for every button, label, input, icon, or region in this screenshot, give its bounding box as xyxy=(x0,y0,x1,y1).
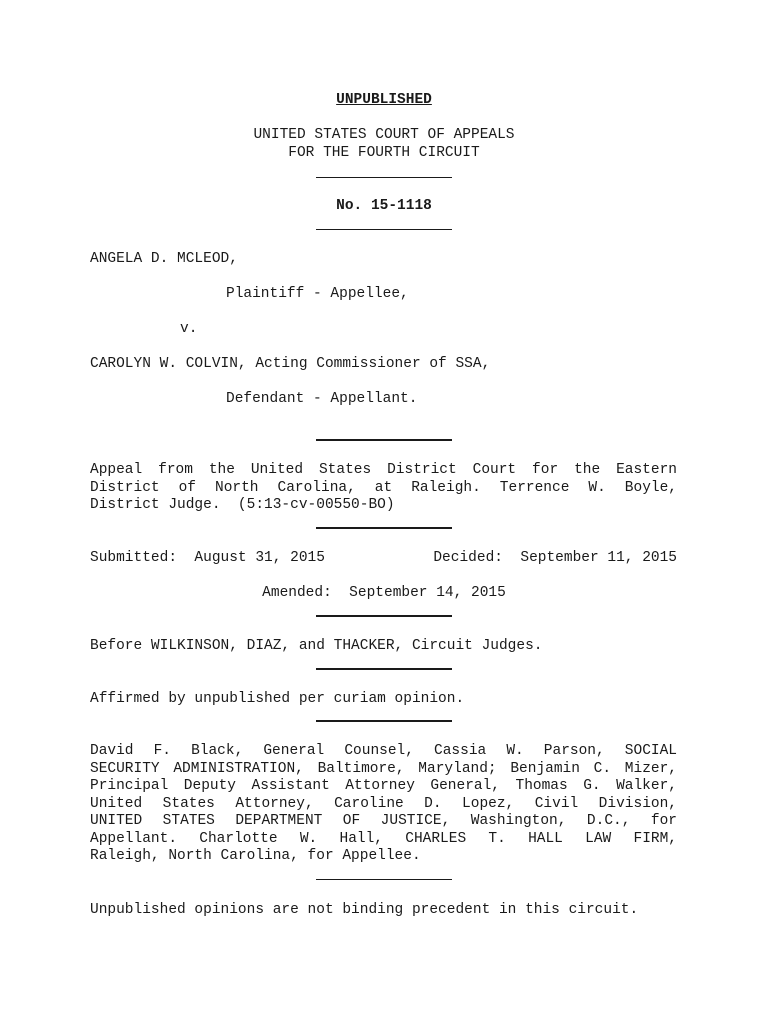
appeal-line: Appeal from the United States District Court for the Eastern xyxy=(90,462,677,478)
divider xyxy=(316,615,452,617)
divider xyxy=(316,879,452,880)
counsel-paragraph xyxy=(90,743,677,866)
appeal-line: District of North Carolina, at Raleigh. Terrence W. Boyle, xyxy=(90,479,677,496)
divider xyxy=(316,177,452,178)
divider xyxy=(316,668,452,670)
decided-date: Decided: September 11, 2015 xyxy=(433,550,677,566)
case-number: No. 15-1118 xyxy=(336,198,432,214)
counsel-line: Appellant. Charlotte W. Hall, CHARLES T. HALL LAW FIRM, xyxy=(90,830,677,847)
court-name-line1: UNITED STATES COURT OF APPEALS xyxy=(253,127,515,143)
counsel-line: SECURITY ADMINISTRATION, Baltimore, Maryland; Benjamin C. Mizer, xyxy=(90,760,677,777)
counsel-line: David F. Black, General Counsel, Cassia W. Parson, SOCIAL xyxy=(90,743,677,759)
divider xyxy=(316,720,452,722)
submitted-date: Submitted: August 31, 2015 xyxy=(90,550,325,566)
precedent-note: Unpublished opinions are not binding precedent in this circuit. xyxy=(90,902,639,918)
divider xyxy=(316,229,452,230)
versus: v. xyxy=(180,321,198,337)
panel-judges: Before WILKINSON, DIAZ, and THACKER, Circuit Judges. xyxy=(90,638,543,654)
defendant-role: Defendant - Appellant. xyxy=(226,391,418,407)
court-name-line2: FOR THE FOURTH CIRCUIT xyxy=(288,145,480,161)
divider xyxy=(316,527,452,529)
amended-date: Amended: September 14, 2015 xyxy=(262,585,506,601)
divider xyxy=(316,439,452,441)
defendant-name: CAROLYN W. COLVIN, Acting Commissioner of SSA, xyxy=(90,356,491,372)
counsel-line: Principal Deputy Assistant Attorney General, Thomas G. Walker, xyxy=(90,778,677,794)
appeal-line: District Judge. (5:13-cv-00550-BO) xyxy=(90,497,395,513)
plaintiff-name: ANGELA D. MCLEOD, xyxy=(90,251,238,267)
counsel-line: United States Attorney, Caroline D. Lopez, Civil Division, xyxy=(90,795,677,812)
appeal-paragraph xyxy=(90,462,677,515)
disposition: Affirmed by unpublished per curiam opinion. xyxy=(90,691,465,707)
counsel-line: Raleigh, North Carolina, for Appellee. xyxy=(90,848,421,864)
counsel-line: UNITED STATES DEPARTMENT OF JUSTICE, Washington, D.C., for xyxy=(90,813,677,829)
plaintiff-role: Plaintiff - Appellee, xyxy=(226,286,409,302)
publication-status: UNPUBLISHED xyxy=(336,92,432,108)
